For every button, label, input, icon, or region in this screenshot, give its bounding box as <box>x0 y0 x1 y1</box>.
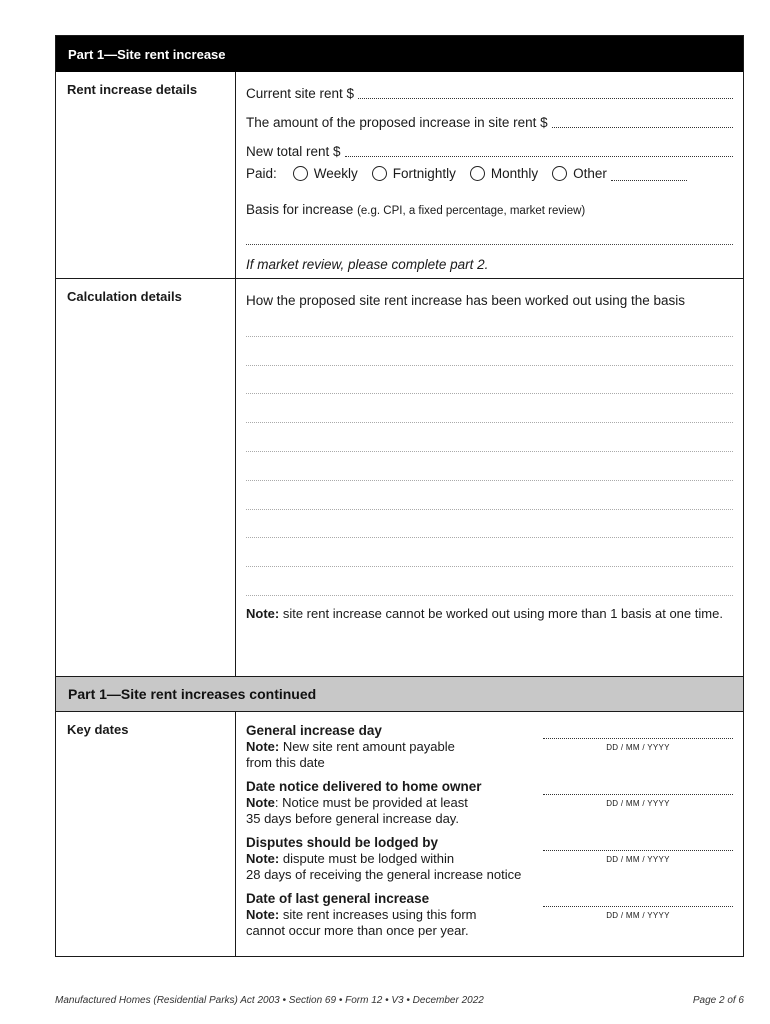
notice-delivered-date-field[interactable] <box>543 793 733 795</box>
radio-weekly[interactable] <box>293 166 308 181</box>
option-fortnightly: Fortnightly <box>392 166 456 181</box>
option-weekly: Weekly <box>313 166 358 181</box>
market-review-note: If market review, please complete part 2. <box>246 257 489 272</box>
current-rent-field[interactable] <box>358 84 733 99</box>
calculation-field[interactable] <box>246 308 733 596</box>
new-total-field[interactable] <box>345 142 733 157</box>
radio-fortnightly[interactable] <box>372 166 387 181</box>
general-increase-date-field[interactable] <box>543 737 733 739</box>
basis-hint: (e.g. CPI, a fixed percentage, market review) <box>357 205 586 217</box>
paid-options <box>246 159 733 188</box>
current-rent-label: Current site rent $ <box>246 86 355 101</box>
rent-details-row <box>56 72 743 278</box>
proposed-increase-label: The amount of the proposed increase in site rent $ <box>246 115 548 130</box>
part1-continued-header: Part 1—Site rent increases continued <box>56 676 743 712</box>
option-monthly: Monthly <box>490 166 539 181</box>
disputes-date-field[interactable] <box>543 849 733 851</box>
calculation-label: Calculation details <box>56 279 236 676</box>
page-footer <box>55 995 744 1006</box>
calculation-text: How the proposed site rent increase has been worked out using the basis <box>246 293 686 308</box>
key-date-item: Disputes should be lodged by Note: dispute must be lodged within 28 days of receiving the general increase notice DD / MM / YYYY <box>246 835 733 883</box>
paid-label: Paid: <box>246 166 277 181</box>
key-dates-row <box>56 712 743 956</box>
basis-field[interactable] <box>246 217 733 245</box>
calculation-note: Note: site rent increase cannot be worked out using more than 1 basis at one time. <box>246 605 723 621</box>
rent-details-label: Rent increase details <box>56 72 236 278</box>
page-number: Page 2 of 6 <box>692 995 744 1006</box>
radio-monthly[interactable] <box>470 166 485 181</box>
key-dates-label: Key dates <box>56 712 236 956</box>
key-date-item: General increase day Note: New site rent amount payable from this date DD / MM / YYYY <box>246 723 733 771</box>
option-other: Other <box>573 166 607 181</box>
footer-act: Manufactured Homes (Residential Parks) Act 2003 • Section 69 • Form 12 • V3 • December 2022 <box>55 995 484 1006</box>
key-date-item: Date of last general increase Note: site rent increases using this form cannot occur more than once per year. DD / MM / YYYY <box>246 891 733 939</box>
last-increase-date-field[interactable] <box>543 905 733 907</box>
calculation-row <box>56 278 743 676</box>
basis-label: Basis for increase <box>246 202 354 217</box>
key-date-item: Date notice delivered to home owner Note: Notice must be provided at least 35 days before general increase day. DD / MM / YYYY <box>246 779 733 827</box>
site-rent-form <box>55 35 744 957</box>
radio-other[interactable] <box>552 166 567 181</box>
proposed-increase-field[interactable] <box>552 113 733 128</box>
other-field[interactable] <box>611 166 687 181</box>
part1-header: Part 1—Site rent increase <box>56 36 743 72</box>
new-total-label: New total rent $ <box>246 144 341 159</box>
